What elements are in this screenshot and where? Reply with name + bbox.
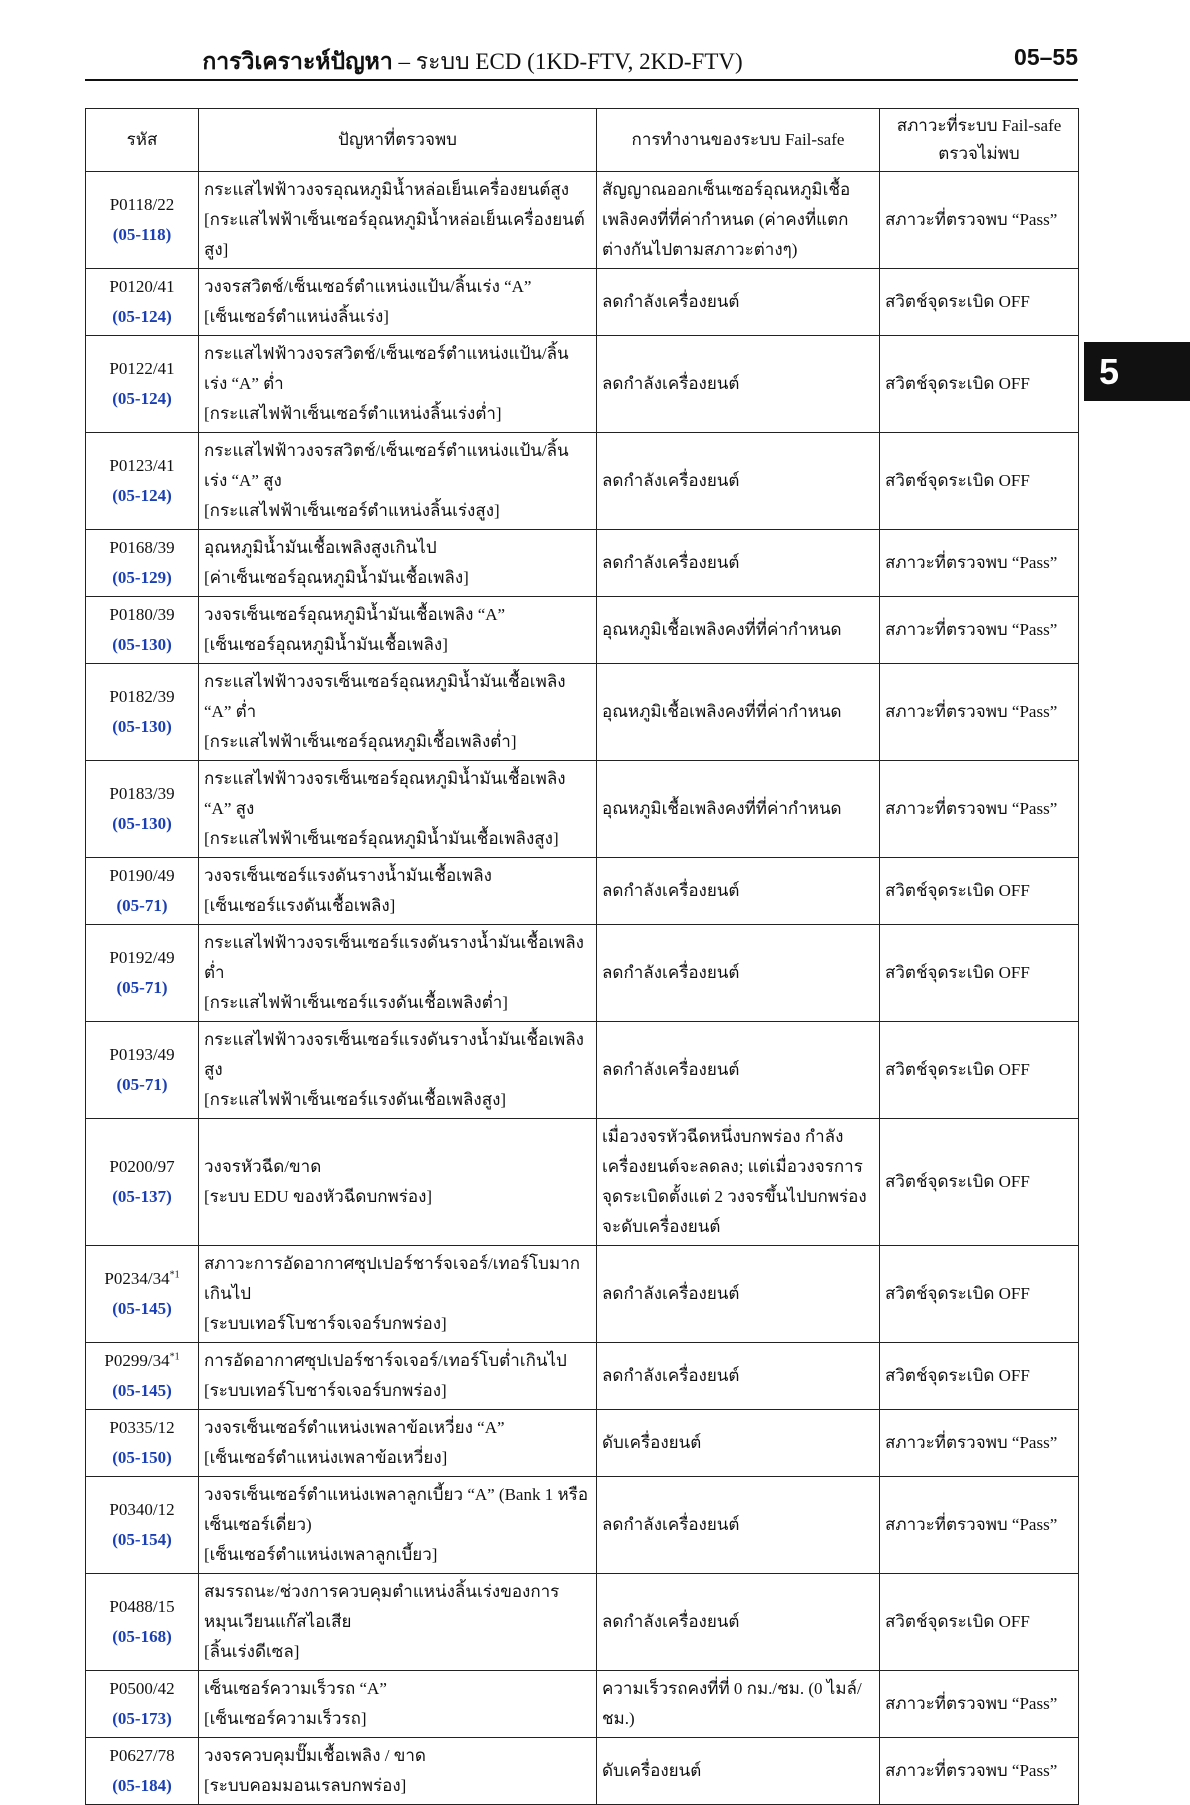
failsafe-cell: อุณหภูมิเชื้อเพลิงคงที่ที่ค่ากำหนด [597,664,880,761]
dtc-code-cell [86,1738,199,1805]
page-reference-link[interactable]: (05-173) [112,1709,172,1728]
problem-text: [กระแสไฟฟ้าเซ็นเซอร์ตำแหน่งลิ้นเร่งสูง] [204,501,500,520]
problem-text: กระแสไฟฟ้าวงจรสวิตช์/เซ็นเซอร์ตำแหน่งแป้น/ลิ้นเร่ง “A” สูง [204,441,569,490]
dtc-code [91,451,193,481]
dtc-code-cell [86,1671,199,1738]
problem-text: [เซ็นเซอร์ความเร็วรถ] [204,1709,367,1728]
dtc-code-text: P0488/15 [109,1597,175,1616]
problem-text: [กระแสไฟฟ้าเซ็นเซอร์ตำแหน่งลิ้นเร่งต่ำ] [204,404,502,423]
table-row [86,1738,1079,1805]
dtc-code-text: P0182/39 [109,687,175,706]
dtc-code-text: P0120/41 [109,277,175,296]
recovery-cell: สวิตช์จุดระเบิด OFF [880,1574,1079,1671]
page-reference-link[interactable]: (05-124) [112,486,172,505]
recovery-cell: สวิตช์จุดระเบิด OFF [880,1246,1079,1343]
dtc-code-text: P0335/12 [109,1418,175,1437]
table-row [86,1410,1079,1477]
table-row [86,1022,1079,1119]
recovery-cell: สภาวะที่ตรวจพบ “Pass” [880,1671,1079,1738]
dtc-code [91,779,193,809]
col-header-recovery: สภาวะที่ระบบ Fail-safe ตรวจไม่พบ [880,109,1079,172]
failsafe-cell: เมื่อวงจรหัวฉีดหนึ่งบกพร่อง กำลังเครื่องยนต์จะลดลง; แต่เมื่อวงจรการจุดระเบิดตั้งแต่ 2 วงจรขึ้นไปบกพร่อง จะดับเครื่องยนต์ [597,1119,880,1246]
problem-text: [กระแสไฟฟ้าเซ็นเซอร์อุณหภูมิเชื้อเพลิงต่ำ] [204,732,517,751]
dtc-code-text: P0190/49 [109,866,175,885]
problem-cell [199,597,597,664]
dtc-code-cell [86,1022,199,1119]
problem-text: [ลิ้นเร่งดีเซล] [204,1642,300,1661]
dtc-code-cell [86,269,199,336]
recovery-cell: สวิตช์จุดระเบิด OFF [880,269,1079,336]
problem-cell [199,269,597,336]
failsafe-cell: ดับเครื่องยนต์ [597,1410,880,1477]
table-row [86,1477,1079,1574]
problem-cell [199,664,597,761]
dtc-code [91,354,193,384]
problem-text: เซ็นเซอร์ความเร็วรถ “A” [204,1679,387,1698]
dtc-code-cell [86,1246,199,1343]
problem-text: [กระแสไฟฟ้าเซ็นเซอร์อุณหภูมิน้ำหล่อเย็นเครื่องยนต์สูง] [204,210,585,259]
dtc-code-text: P0192/49 [109,948,175,967]
dtc-code-cell [86,858,199,925]
dtc-code [91,1413,193,1443]
recovery-cell: สภาวะที่ตรวจพบ “Pass” [880,761,1079,858]
page-reference-link[interactable]: (05-118) [112,225,172,244]
dtc-code [91,682,193,712]
dtc-code [91,190,193,220]
dtc-code-cell [86,172,199,269]
page-reference-link[interactable]: (05-150) [112,1448,172,1467]
failsafe-cell: ลดกำลังเครื่องยนต์ [597,1343,880,1410]
table-row [86,1119,1079,1246]
page-reference-link[interactable]: (05-130) [112,635,172,654]
problem-text: [ค่าเซ็นเซอร์อุณหภูมิน้ำมันเชื้อเพลิง] [204,568,469,587]
dtc-code [91,600,193,630]
problem-text: กระแสไฟฟ้าวงจรเซ็นเซอร์แรงดันรางน้ำมันเชื้อเพลิงต่ำ [204,933,584,982]
page-reference-link[interactable]: (05-124) [112,307,172,326]
dtc-code-text: P0340/12 [109,1500,175,1519]
problem-text: อุณหภูมิน้ำมันเชื้อเพลิงสูงเกินไป [204,538,437,557]
table-row [86,925,1079,1022]
section-tab: 5 [1084,342,1190,401]
problem-text: วงจรเซ็นเซอร์ตำแหน่งเพลาข้อเหวี่ยง “A” [204,1418,505,1437]
problem-text: [ระบบคอมมอนเรลบกพร่อง] [204,1776,407,1795]
table-row [86,336,1079,433]
problem-cell [199,1671,597,1738]
problem-text: [กระแสไฟฟ้าเซ็นเซอร์แรงดันเชื้อเพลิงต่ำ] [204,993,508,1012]
dtc-code-cell [86,1119,199,1246]
problem-text: [เซ็นเซอร์ตำแหน่งเพลาข้อเหวี่ยง] [204,1448,448,1467]
page-title [85,44,860,80]
recovery-cell: สภาวะที่ตรวจพบ “Pass” [880,530,1079,597]
col-header-code: รหัส [86,109,199,172]
problem-text: [เซ็นเซอร์อุณหภูมิน้ำมันเชื้อเพลิง] [204,635,448,654]
table-row [86,664,1079,761]
recovery-cell: สภาวะที่ตรวจพบ “Pass” [880,172,1079,269]
dtc-code-cell [86,1574,199,1671]
failsafe-cell: ความเร็วรถคงที่ที่ 0 กม./ชม. (0 ไมล์/ชม.) [597,1671,880,1738]
problem-cell [199,172,597,269]
dtc-code-cell [86,925,199,1022]
failsafe-cell: ลดกำลังเครื่องยนต์ [597,925,880,1022]
table-row [86,433,1079,530]
dtc-code [91,1346,193,1376]
recovery-cell: สภาวะที่ตรวจพบ “Pass” [880,1410,1079,1477]
problem-text: กระแสไฟฟ้าวงจรอุณหภูมิน้ำหล่อเย็นเครื่องยนต์สูง [204,180,570,199]
page-reference-link[interactable]: (05-154) [112,1530,172,1549]
problem-text: [เซ็นเซอร์ตำแหน่งเพลาลูกเบี้ยว] [204,1545,438,1564]
page-reference-link[interactable]: (05-137) [112,1187,172,1206]
page-number: 05–55 [1014,44,1078,70]
dtc-code-text: P0234/34 [104,1269,170,1288]
table-row [86,1671,1079,1738]
title-sub: – ระบบ ECD (1KD-FTV, 2KD-FTV) [398,49,743,74]
table-row [86,269,1079,336]
page-reference-link[interactable]: (05-129) [112,568,172,587]
failsafe-cell: ลดกำลังเครื่องยนต์ [597,858,880,925]
dtc-code [91,1040,193,1070]
dtc-code [91,533,193,563]
dtc-code-text: P0627/78 [109,1746,175,1765]
problem-text: กระแสไฟฟ้าวงจรเซ็นเซอร์อุณหภูมิน้ำมันเชื้อเพลิง “A” ต่ำ [204,672,566,721]
dtc-code [91,1674,193,1704]
dtc-code-cell [86,597,199,664]
dtc-code-text: P0200/97 [109,1157,175,1176]
header-rule [85,79,1078,81]
problem-cell [199,1738,597,1805]
dtc-code-footnote: *1 [169,1351,180,1363]
recovery-cell: สวิตช์จุดระเบิด OFF [880,1022,1079,1119]
problem-cell [199,1119,597,1246]
recovery-cell: สวิตช์จุดระเบิด OFF [880,336,1079,433]
dtc-code-cell [86,1477,199,1574]
dtc-code-text: P0299/34 [104,1351,170,1370]
page-reference-link[interactable]: (05-184) [112,1776,172,1795]
title-main: การวิเคราะห์ปัญหา [202,49,393,74]
table-row [86,597,1079,664]
failsafe-cell: ลดกำลังเครื่องยนต์ [597,1246,880,1343]
col-header-problem: ปัญหาที่ตรวจพบ [199,109,597,172]
dtc-code-footnote: *1 [169,1269,180,1281]
page-reference-link[interactable]: (05-71) [116,896,168,915]
problem-cell [199,1410,597,1477]
page-reference-link[interactable]: (05-124) [112,389,172,408]
problem-text: [ระบบเทอร์โบชาร์จเจอร์บกพร่อง] [204,1314,447,1333]
page-reference-link[interactable]: (05-71) [116,978,168,997]
table-row [86,858,1079,925]
dtc-code [91,861,193,891]
table-row [86,1574,1079,1671]
problem-cell [199,1477,597,1574]
failsafe-cell: ลดกำลังเครื่องยนต์ [597,336,880,433]
problem-text: [ระบบเทอร์โบชาร์จเจอร์บกพร่อง] [204,1381,447,1400]
problem-text: [เซ็นเซอร์ตำแหน่งลิ้นเร่ง] [204,307,389,326]
page-reference-link[interactable]: (05-168) [112,1627,172,1646]
recovery-cell: สวิตช์จุดระเบิด OFF [880,925,1079,1022]
problem-text: วงจรเซ็นเซอร์แรงดันรางน้ำมันเชื้อเพลิง [204,866,492,885]
problem-text: กระแสไฟฟ้าวงจรเซ็นเซอร์อุณหภูมิน้ำมันเชื้อเพลิง “A” สูง [204,769,566,818]
problem-cell [199,925,597,1022]
table-row [86,172,1079,269]
failsafe-cell: ลดกำลังเครื่องยนต์ [597,1477,880,1574]
dtc-code-text: P0168/39 [109,538,175,557]
problem-cell [199,1574,597,1671]
problem-text: วงจรสวิตช์/เซ็นเซอร์ตำแหน่งแป้น/ลิ้นเร่ง “A” [204,277,532,296]
problem-text: [กระแสไฟฟ้าเซ็นเซอร์อุณหภูมิน้ำมันเชื้อเพลิงสูง] [204,829,559,848]
problem-text: การอัดอากาศซุปเปอร์ชาร์จเจอร์/เทอร์โบต่ำเกินไป [204,1351,567,1370]
problem-text: [กระแสไฟฟ้าเซ็นเซอร์แรงดันเชื้อเพลิงสูง] [204,1090,507,1109]
table-body [86,172,1079,1805]
failsafe-cell: ลดกำลังเครื่องยนต์ [597,1022,880,1119]
dtc-code-cell [86,1410,199,1477]
dtc-code-cell [86,1343,199,1410]
failsafe-cell: สัญญาณออกเซ็นเซอร์อุณหภูมิเชื้อเพลิงคงที่ที่ค่ากำหนด (ค่าคงที่แตกต่างกันไปตามสภาวะต่างๆ) [597,172,880,269]
dtc-code-text: P0180/39 [109,605,175,624]
dtc-code [91,272,193,302]
problem-text: วงจรเซ็นเซอร์ตำแหน่งเพลาลูกเบี้ยว “A” (Bank 1 หรือเซ็นเซอร์เดี่ยว) [204,1485,589,1534]
page-reference-link[interactable]: (05-145) [112,1381,172,1400]
dtc-code [91,1741,193,1771]
table-row [86,1246,1079,1343]
failsafe-cell: ลดกำลังเครื่องยนต์ [597,433,880,530]
dtc-code [91,1495,193,1525]
dtc-code-cell [86,336,199,433]
recovery-cell: สภาวะที่ตรวจพบ “Pass” [880,597,1079,664]
table-header-row [86,109,1079,172]
table-row [86,1343,1079,1410]
failsafe-cell: อุณหภูมิเชื้อเพลิงคงที่ที่ค่ากำหนด [597,761,880,858]
recovery-cell: สวิตช์จุดระเบิด OFF [880,1119,1079,1246]
problem-cell [199,1246,597,1343]
dtc-code-text: P0183/39 [109,784,175,803]
problem-cell [199,858,597,925]
recovery-cell: สภาวะที่ตรวจพบ “Pass” [880,1477,1079,1574]
page-reference-link[interactable]: (05-145) [112,1299,172,1318]
failsafe-cell: ลดกำลังเครื่องยนต์ [597,269,880,336]
recovery-cell: สวิตช์จุดระเบิด OFF [880,858,1079,925]
problem-cell [199,1343,597,1410]
problem-cell [199,336,597,433]
problem-text: สมรรถนะ/ช่วงการควบคุมตำแหน่งลิ้นเร่งของการหมุนเวียนแก๊สไอเสีย [204,1582,560,1631]
failsafe-cell: ลดกำลังเครื่องยนต์ [597,1574,880,1671]
problem-text: วงจรหัวฉีด/ขาด [204,1157,322,1176]
dtc-code [91,1592,193,1622]
recovery-cell: สวิตช์จุดระเบิด OFF [880,1343,1079,1410]
dtc-code-text: P0193/49 [109,1045,175,1064]
dtc-code-text: P0123/41 [109,456,175,475]
problem-cell [199,433,597,530]
failsafe-cell: ลดกำลังเครื่องยนต์ [597,530,880,597]
dtc-table [85,108,1079,1805]
recovery-cell: สภาวะที่ตรวจพบ “Pass” [880,664,1079,761]
dtc-code-cell [86,433,199,530]
dtc-code-text: P0118/22 [109,195,175,214]
problem-text: กระแสไฟฟ้าวงจรสวิตช์/เซ็นเซอร์ตำแหน่งแป้น/ลิ้นเร่ง “A” ต่ำ [204,344,569,393]
problem-text: วงจรควบคุมปั๊มเชื้อเพลิง / ขาด [204,1746,426,1765]
failsafe-cell: ดับเครื่องยนต์ [597,1738,880,1805]
page-reference-link[interactable]: (05-130) [112,814,172,833]
problem-text: [เซ็นเซอร์แรงดันเชื้อเพลิง] [204,896,396,915]
table-row [86,761,1079,858]
failsafe-cell: อุณหภูมิเชื้อเพลิงคงที่ที่ค่ากำหนด [597,597,880,664]
col-header-failsafe: การทำงานของระบบ Fail-safe [597,109,880,172]
recovery-cell: สภาวะที่ตรวจพบ “Pass” [880,1738,1079,1805]
dtc-code-text: P0122/41 [109,359,175,378]
problem-text: [ระบบ EDU ของหัวฉีดบกพร่อง] [204,1187,433,1206]
dtc-code-text: P0500/42 [109,1679,175,1698]
dtc-code [91,1152,193,1182]
page-reference-link[interactable]: (05-130) [112,717,172,736]
dtc-code-cell [86,530,199,597]
problem-text: วงจรเซ็นเซอร์อุณหภูมิน้ำมันเชื้อเพลิง “A” [204,605,506,624]
problem-cell [199,761,597,858]
dtc-code [91,1264,193,1294]
recovery-cell: สวิตช์จุดระเบิด OFF [880,433,1079,530]
problem-text: สภาวะการอัดอากาศซุปเปอร์ชาร์จเจอร์/เทอร์โบมากเกินไป [204,1254,581,1303]
problem-cell [199,530,597,597]
dtc-code-cell [86,664,199,761]
page-reference-link[interactable]: (05-71) [116,1075,168,1094]
problem-text: กระแสไฟฟ้าวงจรเซ็นเซอร์แรงดันรางน้ำมันเชื้อเพลิงสูง [204,1030,584,1079]
problem-cell [199,1022,597,1119]
table-row [86,530,1079,597]
dtc-code-cell [86,761,199,858]
dtc-code [91,943,193,973]
